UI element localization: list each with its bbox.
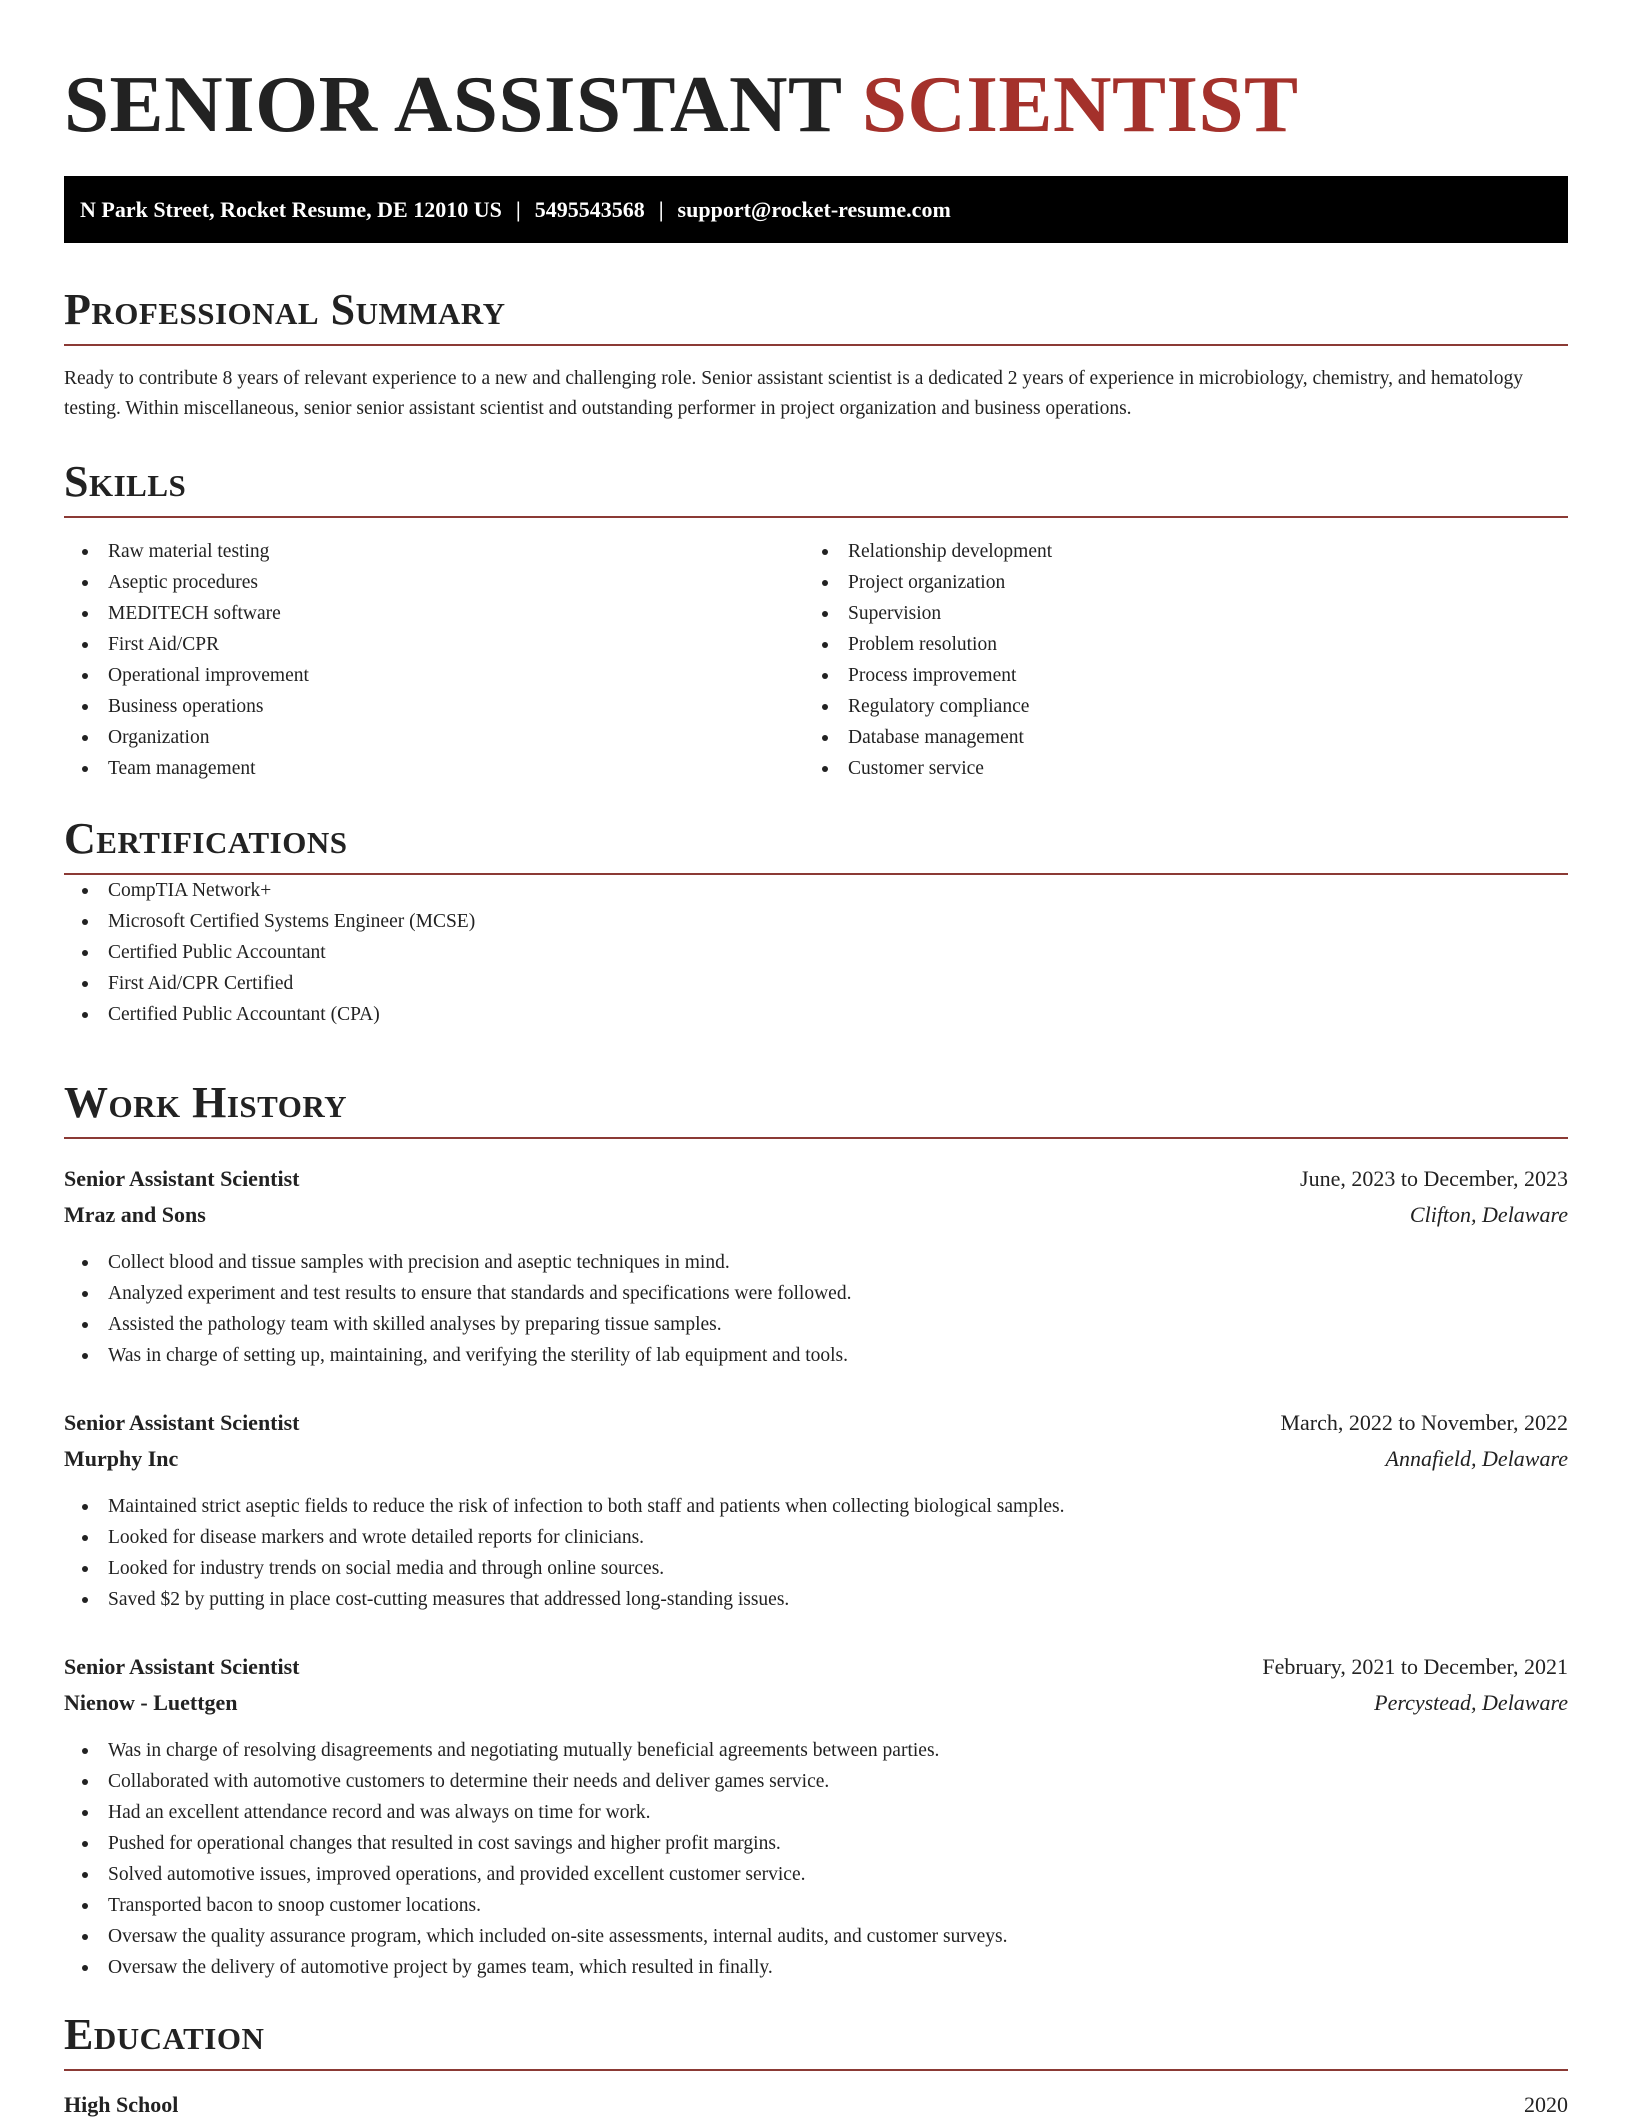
skill-item: Aseptic procedures xyxy=(64,567,309,598)
resume-name-heading xyxy=(64,56,1299,152)
skill-item: Business operations xyxy=(64,691,309,722)
contact-phone: 5495543568 xyxy=(534,197,645,222)
contact-separator: | xyxy=(658,197,664,222)
job-company: Murphy Inc xyxy=(64,1446,179,1471)
job-location: Percystead, Delaware xyxy=(1374,1690,1568,1715)
section-divider xyxy=(64,2069,1568,2071)
job-bullet: Collaborated with automotive customers to determine their needs and deliver games service. xyxy=(64,1766,1568,1797)
job-company: Mraz and Sons xyxy=(64,1202,206,1227)
contact-email: support@rocket-resume.com xyxy=(677,197,951,222)
job-bullet: Looked for industry trends on social media and through online sources. xyxy=(64,1553,1568,1584)
skill-item: Operational improvement xyxy=(64,660,309,691)
job-bullet: Pushed for operational changes that resulted in cost savings and higher profit margins. xyxy=(64,1828,1568,1859)
skill-item: Relationship development xyxy=(804,536,1052,567)
skill-item: Regulatory compliance xyxy=(804,691,1052,722)
skills-list-right xyxy=(804,536,1052,784)
skill-item: Supervision xyxy=(804,598,1052,629)
skill-item: Organization xyxy=(64,722,309,753)
education-degree: High School xyxy=(64,2092,179,2117)
skill-item: Problem resolution xyxy=(804,629,1052,660)
skill-item: MEDITECH software xyxy=(64,598,309,629)
job-bullet: Saved $2 by putting in place cost-cutting measures that addressed long-standing issues. xyxy=(64,1584,1568,1615)
job-title: Senior Assistant Scientist xyxy=(64,1166,300,1191)
job-bullet: Was in charge of setting up, maintaining, and verifying the sterility of lab equipment and tools. xyxy=(64,1340,1568,1371)
job-entry xyxy=(64,1649,1568,1983)
skill-item: Project organization xyxy=(804,567,1052,598)
certifications-title: Certifications xyxy=(64,814,348,863)
name-last: SCIENTIST xyxy=(861,59,1299,149)
contact-address: N Park Street, Rocket Resume, DE 12010 US xyxy=(80,197,502,222)
contact-separator: | xyxy=(515,197,521,222)
skill-item: Team management xyxy=(64,753,309,784)
education-entry xyxy=(64,2087,1568,2123)
job-bullet: Solved automotive issues, improved operations, and provided excellent customer service. xyxy=(64,1859,1568,1890)
certification-item: CompTIA Network+ xyxy=(64,875,1568,906)
education-section xyxy=(64,2009,1568,2123)
certification-item: First Aid/CPR Certified xyxy=(64,968,1568,999)
skills-list-left xyxy=(64,536,309,784)
job-location: Annafield, Delaware xyxy=(1385,1446,1568,1471)
summary-text: Ready to contribute 8 years of relevant experience to a new and challenging role. Senior assistant scientist is a dedicated 2 years of experience in microbiology, chemistry, and hematology testing. Within miscellaneous, senior senior assistant scientist and outstanding performer in project organization and business operations. xyxy=(64,368,1523,419)
job-bullets xyxy=(64,1735,1568,1983)
skills-columns xyxy=(64,536,1568,786)
job-bullet: Analyzed experiment and test results to ensure that standards and specifications were followed. xyxy=(64,1278,1568,1309)
certifications-list xyxy=(64,875,1568,1030)
job-entry xyxy=(64,1161,1568,1371)
job-bullet: Oversaw the quality assurance program, which included on-site assessments, internal audits, and customer surveys. xyxy=(64,1921,1568,1952)
job-bullets xyxy=(64,1491,1568,1615)
work-history-title: Work History xyxy=(64,1078,348,1127)
skill-item: Customer service xyxy=(804,753,1052,784)
job-bullets xyxy=(64,1247,1568,1371)
job-dates: March, 2022 to November, 2022 xyxy=(1280,1410,1568,1435)
skill-item: Process improvement xyxy=(804,660,1052,691)
job-bullet: Assisted the pathology team with skilled analyses by preparing tissue samples. xyxy=(64,1309,1568,1340)
job-dates: June, 2023 to December, 2023 xyxy=(1300,1166,1568,1191)
education-year: 2020 xyxy=(1524,2092,1568,2117)
certifications-section xyxy=(64,813,1568,1030)
summary-title: Professional Summary xyxy=(64,285,506,334)
job-bullet: Collect blood and tissue samples with precision and aseptic techniques in mind. xyxy=(64,1247,1568,1278)
job-entry xyxy=(64,1405,1568,1615)
section-divider xyxy=(64,516,1568,518)
skill-item: Raw material testing xyxy=(64,536,309,567)
job-bullet: Maintained strict aseptic fields to reduce the risk of infection to both staff and patients when collecting biological samples. xyxy=(64,1491,1568,1522)
certification-item: Certified Public Accountant (CPA) xyxy=(64,999,1568,1030)
summary-section xyxy=(64,284,1568,424)
job-bullet: Was in charge of resolving disagreements and negotiating mutually beneficial agreements between parties. xyxy=(64,1735,1568,1766)
certification-item: Microsoft Certified Systems Engineer (MCSE) xyxy=(64,906,1568,937)
work-history-section xyxy=(64,1077,1568,1139)
job-location: Clifton, Delaware xyxy=(1409,1202,1568,1227)
certification-item: Certified Public Accountant xyxy=(64,937,1568,968)
section-divider xyxy=(64,1137,1568,1139)
skill-item: Database management xyxy=(804,722,1052,753)
section-divider xyxy=(64,344,1568,346)
job-bullet: Oversaw the delivery of automotive project by games team, which resulted in finally. xyxy=(64,1952,1568,1983)
job-dates: February, 2021 to December, 2021 xyxy=(1262,1654,1568,1679)
name-first: SENIOR ASSISTANT xyxy=(64,59,842,149)
contact-bar xyxy=(64,176,1568,243)
skill-item: First Aid/CPR xyxy=(64,629,309,660)
job-bullet: Looked for disease markers and wrote detailed reports for clinicians. xyxy=(64,1522,1568,1553)
skills-section xyxy=(64,456,1568,786)
job-title: Senior Assistant Scientist xyxy=(64,1410,300,1435)
education-title: Education xyxy=(64,2010,265,2059)
skills-title: Skills xyxy=(64,457,187,506)
job-company: Nienow - Luettgen xyxy=(64,1690,238,1715)
job-bullet: Transported bacon to snoop customer locations. xyxy=(64,1890,1568,1921)
job-bullet: Had an excellent attendance record and was always on time for work. xyxy=(64,1797,1568,1828)
job-title: Senior Assistant Scientist xyxy=(64,1654,300,1679)
